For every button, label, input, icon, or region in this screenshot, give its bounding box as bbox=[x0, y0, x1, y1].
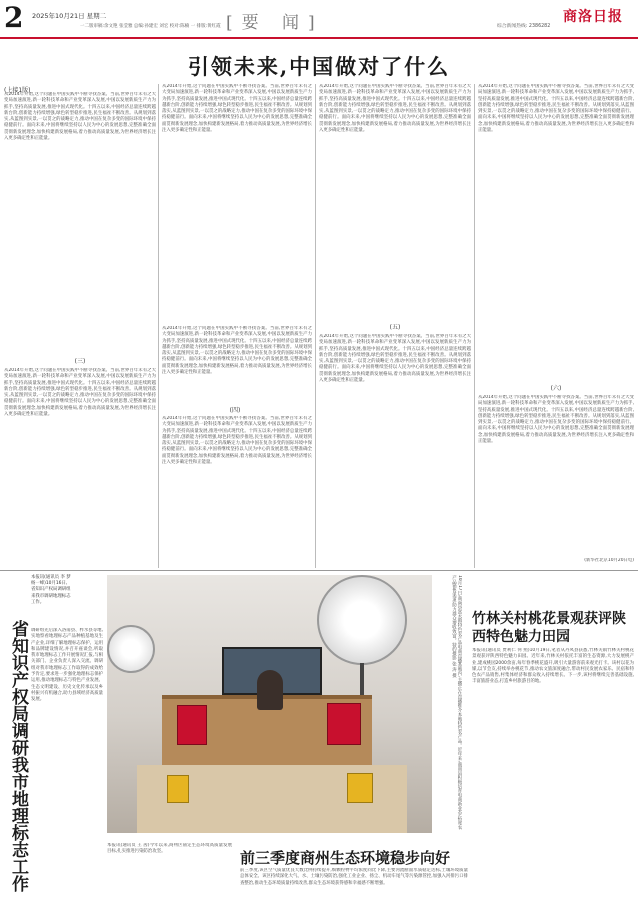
column-divider bbox=[474, 84, 475, 568]
livestream-photo bbox=[107, 575, 432, 833]
ring-light-right bbox=[317, 575, 407, 665]
main-article-col-4b: 从2014年开始,这个问题在中国实践中不断寻找答案。当前,世界百年未有之大变局加速演进,新一轮科技革命和产业变革深入发展,中国以发展新质生产力为抓手,坚持高质量发展,推进中国式现代化。十四五以来,中国经济总量连续跨越新台阶,创新能力持续增强,绿色转型稳步推进,民生福祉不断改善。从规划到落实,从蓝图到实景,一以贯之的战略定力,推动中国在复杂多变的国际环境中保持稳健前行。面向未来,中国将继续坚持以人民为中心的发展思想,完整准确全面贯彻新发展理念,加快构建新发展格局,着力推动高质量发展,为世界经济增长注入更多确定性和正能量。 bbox=[478, 395, 634, 445]
product-box bbox=[177, 705, 207, 745]
header-rule bbox=[0, 37, 638, 39]
livestream-host bbox=[257, 670, 283, 710]
column-divider bbox=[315, 84, 316, 568]
section-heading-4: (四) bbox=[229, 407, 241, 414]
section-heading-5: (五) bbox=[389, 324, 401, 331]
product-box bbox=[347, 773, 373, 803]
main-article-col-4: 从2014年开始,这个问题在中国实践中不断寻找答案。当前,世界百年未有之大变局加速演进,新一轮科技革命和产业变革深入发展,中国以发展新质生产力为抓手,坚持高质量发展,推进中国式现代化。十四五以来,中国经济总量连续跨越新台阶,创新能力持续增强,绿色转型稳步推进,民生福祉不断改善。从规划到落实,从蓝图到实景,一以贯之的战略定力,推动中国在复杂多变的国际环境中保持稳健前行。面向未来,中国将继续坚持以人民为中心的发展思想,完整准确全面贯彻新发展理念,加快构建新发展格局,着力推动高质量发展,为世界经济增长注入更多确定性和正能量。 bbox=[478, 84, 634, 134]
main-headline: 引领未来,中国做对了什么 bbox=[187, 54, 451, 79]
photo-caption: 10月17日,商南县富水镇特色农产品电商直播基地内,主播正在直播推介本地特色农产品。近年来,商南县积极培育电商新业态,拓宽农产品销售渠道,助力群众增收致富。特约摄影 张 涛 摄 bbox=[451, 575, 462, 830]
product-box bbox=[167, 775, 189, 803]
continuation-mark: (上接1版) bbox=[4, 87, 31, 94]
section-heading-6: (六) bbox=[550, 385, 562, 392]
editors-line: 一二版审稿:余文艳 张莹雅 总编:孙建宏 刘宏 校对:陈楠 一 排版:黄红霞 bbox=[80, 24, 221, 29]
main-article-col-3b: 从2014年开始,这个问题在中国实践中不断寻找答案。当前,世界百年未有之大变局加速演进,新一轮科技革命和产业变革深入发展,中国以发展新质生产力为抓手,坚持高质量发展,推进中国式现代化。十四五以来,中国经济总量连续跨越新台阶,创新能力持续增强,绿色转型稳步推进,民生福祉不断改善。从规划到落实,从蓝图到实景,一以贯之的战略定力,推动中国在复杂多变的国际环境中保持稳健前行。面向未来,中国将继续坚持以人民为中心的发展思想,完整准确全面贯彻新发展理念,加快构建新发展格局,着力推动高质量发展,为世界经济增长注入更多确定性和正能量。 bbox=[319, 334, 471, 384]
issue-date: 2025年10月21日 星期二 bbox=[32, 12, 107, 20]
ip-feature-body: 调研组先后深入洛南县、柞水县等地,实地察看地理标志产品种植基地及生产企业,详细了解地理标志保护、运用和品牌建设情况,并召开座谈会,听取我市地理标志工作开展情况汇报,与相关部门、企业负责人深入交流。调研组对我市地理标志工作取得的成效给予肯定,要求进一步强化地理标志保护运用,推动地理标志与特色产业发展、生态文明建设、历史文化传承以及乡村振兴有机融合,助力县域经济高质量发展。 bbox=[31, 628, 103, 703]
peach-feature-title: 竹林关村桃花景观获评陕西特色魅力田园 bbox=[472, 611, 626, 645]
main-article-col-2b: 从2014年开始,这个问题在中国实践中不断寻找答案。当前,世界百年未有之大变局加速演进,新一轮科技革命和产业变革深入发展,中国以发展新质生产力为抓手,坚持高质量发展,推进中国式现代化。十四五以来,中国经济总量连续跨越新台阶,创新能力持续增强,绿色转型稳步推进,民生福祉不断改善。从规划到落实,从蓝图到实景,一以贯之的战略定力,推动中国在复杂多变的国际环境中保持稳健前行。面向未来,中国将继续坚持以人民为中心的发展思想,完整准确全面贯彻新发展理念,加快构建新发展格局,着力推动高质量发展,为世界经济增长注入更多确定性和正能量。 bbox=[162, 416, 312, 466]
section-heading-3: (三) bbox=[74, 358, 86, 365]
peach-feature-body: 本报讯(通讯员 贾利仁 何 照)10月19日,笔者从丹凤县获悉,竹林关镇竹林关村桃花景观获评陕西特色魅力田园。近年来,竹林关村依托丰富的生态资源,大力发展桃产业,建成桃园2000余亩,每年春季桃花盛开,吸引大量游客前来观光打卡。该村以花为媒,以节会友,持续举办桃花节,推动农文旅深度融合,带动村民发展农家乐、民宿和特色农产品销售,村集体经济和群众收入持续增长。下一步,该村将继续完善基础设施,丰富旅游业态,打造乡村旅游目的地。 bbox=[472, 648, 634, 685]
article-attribution: (新华社北京10月20日电) bbox=[584, 558, 634, 563]
main-article-col-1b: 从2014年开始,这个问题在中国实践中不断寻找答案。当前,世界百年未有之大变局加速演进,新一轮科技革命和产业变革深入发展,中国以发展新质生产力为抓手,坚持高质量发展,推进中国式现代化。十四五以来,中国经济总量连续跨越新台阶,创新能力持续增强,绿色转型稳步推进,民生福祉不断改善。从规划到落实,从蓝图到实景,一以贯之的战略定力,推动中国在复杂多变的国际环境中保持稳健前行。面向未来,中国将继续坚持以人民为中心的发展思想,完整准确全面贯彻新发展理念,加快构建新发展格局,着力推动高质量发展,为世界经济增长注入更多确定性和正能量。 bbox=[4, 368, 156, 418]
page-number: 2 bbox=[4, 1, 24, 34]
section-label: [要 闻] bbox=[226, 13, 324, 33]
ip-feature-title: 省知识产权局调研我市地理标志工作 bbox=[8, 620, 28, 892]
ecology-feature-byline: 本报讯(通讯员 王 茜)今年以来,商州区锚定生态环境高质量发展目标,扎实推进污染防治攻坚。 bbox=[107, 843, 232, 855]
main-article-col-3: 从2014年开始,这个问题在中国实践中不断寻找答案。当前,世界百年未有之大变局加速演进,新一轮科技革命和产业变革深入发展,中国以发展新质生产力为抓手,坚持高质量发展,推进中国式现代化。十四五以来,中国经济总量连续跨越新台阶,创新能力持续增强,绿色转型稳步推进,民生福祉不断改善。从规划到落实,从蓝图到实景,一以贯之的战略定力,推动中国在复杂多变的国际环境中保持稳健前行。面向未来,中国将继续坚持以人民为中心的发展思想,完整准确全面贯彻新发展理念,加快构建新发展格局,着力推动高质量发展,为世界经济增长注入更多确定性和正能量。 bbox=[319, 84, 471, 134]
column-divider bbox=[158, 84, 159, 568]
ecology-feature-title: 前三季度商州生态环境稳步向好 bbox=[240, 849, 451, 867]
news-hotline: 综合新闻热线: 2386282 bbox=[497, 24, 551, 29]
newspaper-logo: 商洛日报 bbox=[563, 9, 623, 25]
main-article-col-2c: 从2014年开始,这个问题在中国实践中不断寻找答案。当前,世界百年未有之大变局加速演进,新一轮科技革命和产业变革深入发展,中国以发展新质生产力为抓手,坚持高质量发展,推进中国式现代化。十四五以来,中国经济总量连续跨越新台阶,创新能力持续增强,绿色转型稳步推进,民生福祉不断改善。从规划到落实,从蓝图到实景,一以贯之的战略定力,推动中国在复杂多变的国际环境中保持稳健前行。面向未来,中国将继续坚持以人民为中心的发展思想,完整准确全面贯彻新发展理念,加快构建新发展格局,着力推动高质量发展,为世界经济增长注入更多确定性和正能量。 bbox=[162, 326, 312, 376]
ip-feature-byline: 本报讯(通讯员 李 梦 杨一峰)10月16日,省知识产权局调研组来我市调研地理标志工作。 bbox=[31, 575, 71, 605]
ring-light-left bbox=[107, 625, 155, 673]
main-article-col-1: 从2014年开始,这个问题在中国实践中不断寻找答案。当前,世界百年未有之大变局加速演进,新一轮科技革命和产业变革深入发展,中国以发展新质生产力为抓手,坚持高质量发展,推进中国式现代化。十四五以来,中国经济总量连续跨越新台阶,创新能力持续增强,绿色转型稳步推进,民生福祉不断改善。从规划到落实,从蓝图到实景,一以贯之的战略定力,推动中国在复杂多变的国际环境中保持稳健前行。面向未来,中国将继续坚持以人民为中心的发展思想,完整准确全面贯彻新发展理念,加快构建新发展格局,着力推动高质量发展,为世界经济增长注入更多确定性和正能量。 bbox=[4, 92, 156, 142]
main-article-col-2: 从2014年开始,这个问题在中国实践中不断寻找答案。当前,世界百年未有之大变局加速演进,新一轮科技革命和产业变革深入发展,中国以发展新质生产力为抓手,坚持高质量发展,推进中国式现代化。十四五以来,中国经济总量连续跨越新台阶,创新能力持续增强,绿色转型稳步推进,民生福祉不断改善。从规划到落实,从蓝图到实景,一以贯之的战略定力,推动中国在复杂多变的国际环境中保持稳健前行。面向未来,中国将继续坚持以人民为中心的发展思想,完整准确全面贯彻新发展理念,加快构建新发展格局,着力推动高质量发展,为世界经济增长注入更多确定性和正能量。 bbox=[162, 84, 312, 134]
product-box bbox=[327, 703, 361, 745]
section-rule bbox=[0, 570, 638, 571]
page-header bbox=[0, 0, 638, 38]
ecology-feature-body: 前三季度,该区空气质量优良天数比例持续提升,细颗粒物平均浓度同比下降,主要河流断面水质稳定达标,土壤环境质量总体安全。该区持续深化大气、水、土壤污染防治,强化工业企业、扬尘、机动车尾气等污染源管控,加强入河排污口排查整治,推动生态环境质量持续改善,群众生态环境获得感和幸福感不断增强。 bbox=[240, 868, 468, 886]
